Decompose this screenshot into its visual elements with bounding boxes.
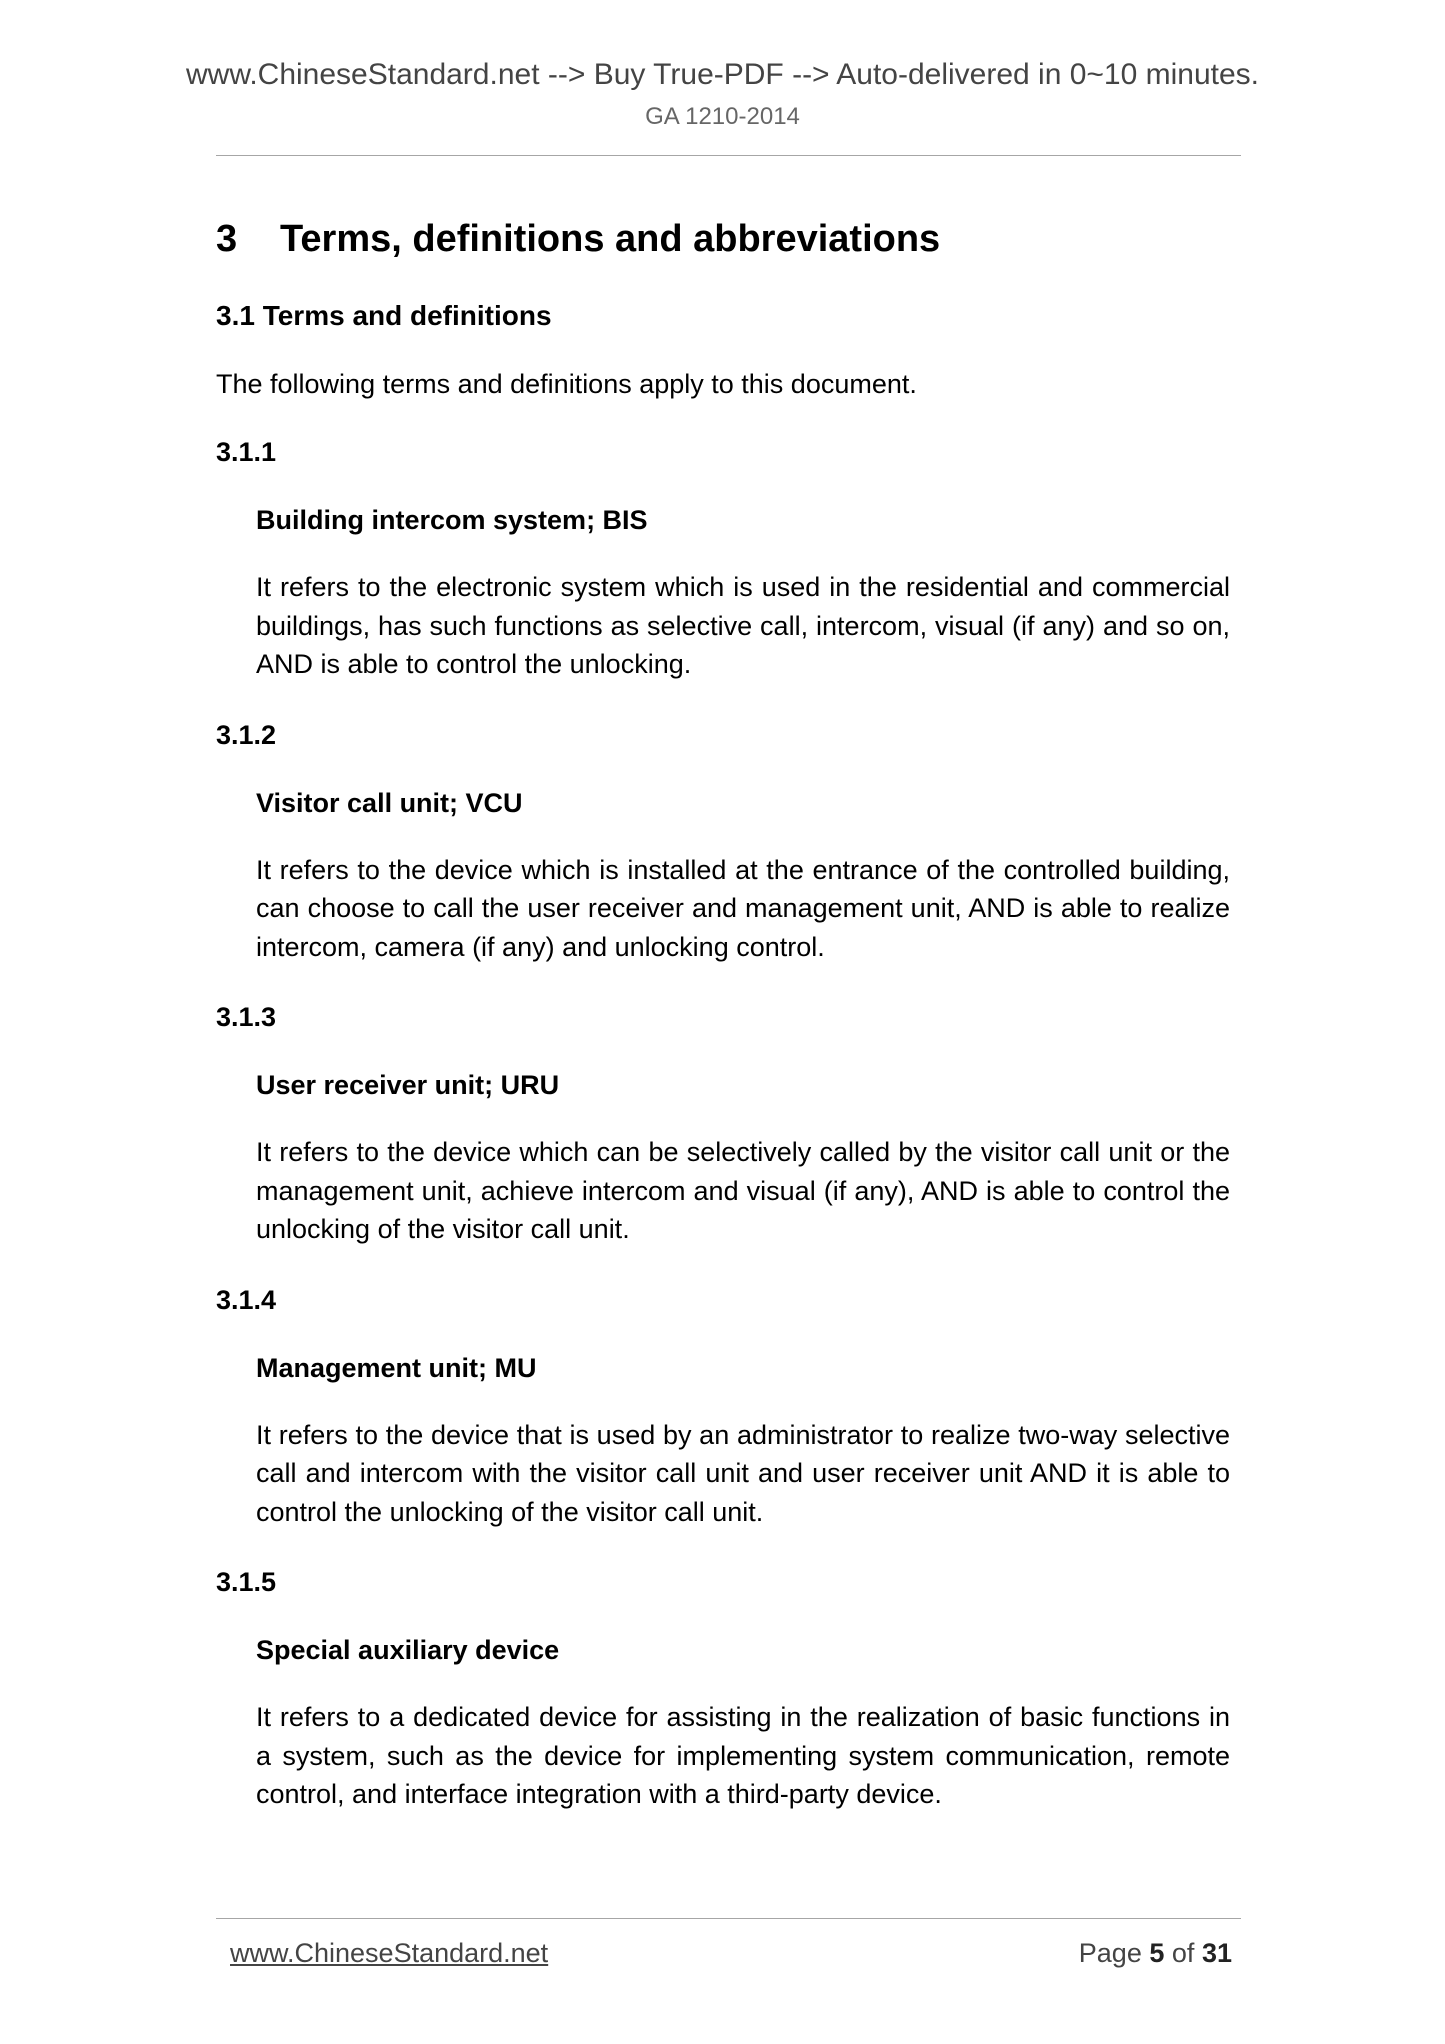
clause-number: 3.1.2 <box>216 719 277 750</box>
clause-definition: It refers to the device that is used by an administrator to realize two-way selective call and intercom with the visitor call unit and user receiver unit AND it is able to control the unlocking of the visitor call unit. <box>256 1419 1230 1527</box>
clause-term: Building intercom system; BIS <box>256 505 648 535</box>
chapter-number: 3 <box>216 218 238 260</box>
clause-term: User receiver unit; URU <box>256 1070 560 1100</box>
section-heading: 3.1 Terms and definitions <box>216 300 552 331</box>
page-current: 5 <box>1149 1938 1165 1968</box>
footer-divider <box>216 1918 1241 1919</box>
chapter-heading <box>216 217 1236 261</box>
clause-number: 3.1.4 <box>216 1284 277 1315</box>
clause-definition: It refers to the electronic system which is used in the residential and commercial buildings, has such functions as selective call, intercom, visual (if any) and so on, AND is able to control the unlocking. <box>256 572 1230 679</box>
clause-number: 3.1.5 <box>216 1567 277 1597</box>
clause <box>216 718 1236 967</box>
clause <box>216 1000 1236 1249</box>
section-intro: The following terms and definitions apply to this document. <box>216 369 917 399</box>
page-of: of <box>1171 1938 1195 1968</box>
clause <box>216 1565 1236 1814</box>
clause <box>216 1283 1236 1532</box>
header-divider <box>216 155 1241 156</box>
clause-number: 3.1.1 <box>216 437 277 467</box>
clause-definition: It refers to a dedicated device for assisting in the realization of basic functions in a system, such as the device for implementing system communication, remote control, and interface integration with a third-party device. <box>256 1702 1230 1809</box>
page-number <box>1079 1937 1232 1969</box>
clause-term: Management unit; MU <box>256 1352 537 1383</box>
header-banner: www.ChineseStandard.net --> Buy True-PDF --> Auto-delivered in 0~10 minutes. <box>185 58 1260 91</box>
clause-definition: It refers to the device which can be selectively called by the visitor call unit or the management unit, achieve intercom and visual (if any), AND is able to control the unlocking of the visitor call unit. <box>256 1137 1230 1244</box>
clause-term: Special auxiliary device <box>256 1635 560 1665</box>
chapter-title: Terms, definitions and abbreviations <box>280 218 941 260</box>
clause-definition: It refers to the device which is installed at the entrance of the controlled building, can choose to call the user receiver and management unit, AND is able to realize intercom, camera (if any) and unlocking control. <box>256 854 1230 962</box>
clause-number: 3.1.3 <box>216 1002 277 1032</box>
clause <box>216 435 1236 684</box>
document-code: GA 1210-2014 <box>645 103 800 130</box>
page-total: 31 <box>1201 1938 1232 1968</box>
footer-website-link[interactable]: www.ChineseStandard.net <box>230 1938 549 1968</box>
page-label: Page <box>1078 1938 1142 1968</box>
clause-term: Visitor call unit; VCU <box>256 787 523 818</box>
document-body <box>216 210 1236 1814</box>
